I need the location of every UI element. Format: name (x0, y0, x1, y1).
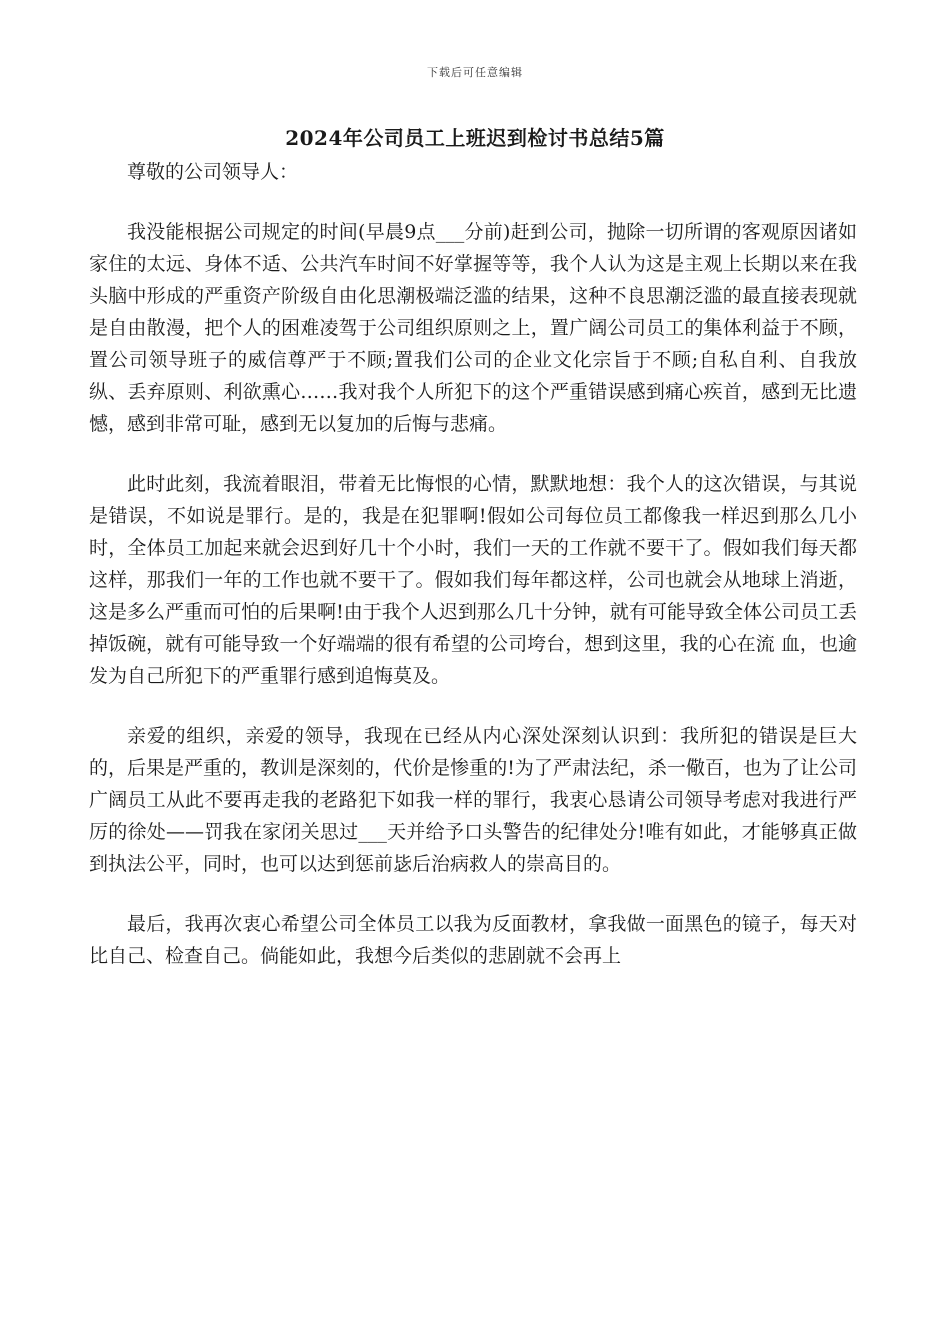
paragraph-1: 我没能根据公司规定的时间(早晨9点___分前)赶到公司，抛除一切所谓的客观原因诸如家住的太远、身体不适、公共汽车时间不好掌握等等，我个人认为这是主观上长期以来在我头脑中形成的严重资产阶级自由化思潮极端泛滥的结果，这种不良思潮泛滥的最直接表现就是自由散漫，把个人的困难凌驾于公司组织原则之上，置广阔公司员工的集体利益于不顾，置公司领导班子的威信尊严于不顾;置我们公司的企业文化宗旨于不顾;自私自利、自我放纵、丢弃原则、利欲熏心……我对我个人所犯下的这个严重错误感到痛心疾首，感到无比遗憾，感到非常可耻，感到无以复加的后悔与悲痛。 (89, 221, 857, 435)
page-header-note: 下载后可任意编辑 (427, 66, 523, 79)
salutation: 尊敬的公司领导人： (127, 161, 299, 183)
paragraph-4: 最后，我再次衷心希望公司全体员工以我为反面教材，拿我做一面黑色的镜子，每天对比自己、检查自己。倘能如此，我想今后类似的悲剧就不会再上 (89, 913, 857, 967)
paragraph-2: 此时此刻，我流着眼泪，带着无比悔恨的心情，默默地想：我个人的这次错误，与其说是错误，不如说是罪行。是的，我是在犯罪啊!假如公司每位员工都像我一样迟到那么几小时，全体员工加起来就会迟到好几十个小时，我们一天的工作就不要干了。假如我们每天都这样，那我们一年的工作也就不要干了。假如我们每年都这样，公司也就会从地球上消逝，这是多么严重而可怕的后果啊!由于我个人迟到那么几十分钟，就有可能导致全体公司员工丢掉饭碗，就有可能导致一个好端端的很有希望的公司垮台，想到这里，我的心在流 血，也逾发为自己所犯下的严重罪行感到追悔莫及。 (89, 473, 857, 687)
paragraph-3: 亲爱的组织，亲爱的领导，我现在已经从内心深处深刻认识到：我所犯的错误是巨大的，后果是严重的，教训是深刻的，代价是惨重的!为了严肃法纪，杀一儆百，也为了让公司广阔员工从此不要再走我的老路犯下如我一样的罪行，我衷心恳请公司领导考虑对我进行严厉的徐处——罚我在家闭关思过___天并给予口头警告的纪律处分!唯有如此，才能够真正做到执法公平，同时，也可以达到惩前毖后治病救人的崇高目的。 (89, 725, 857, 875)
document-body (89, 150, 857, 972)
document-title: 2024年公司员工上班迟到检讨书总结5篇 (285, 126, 665, 150)
